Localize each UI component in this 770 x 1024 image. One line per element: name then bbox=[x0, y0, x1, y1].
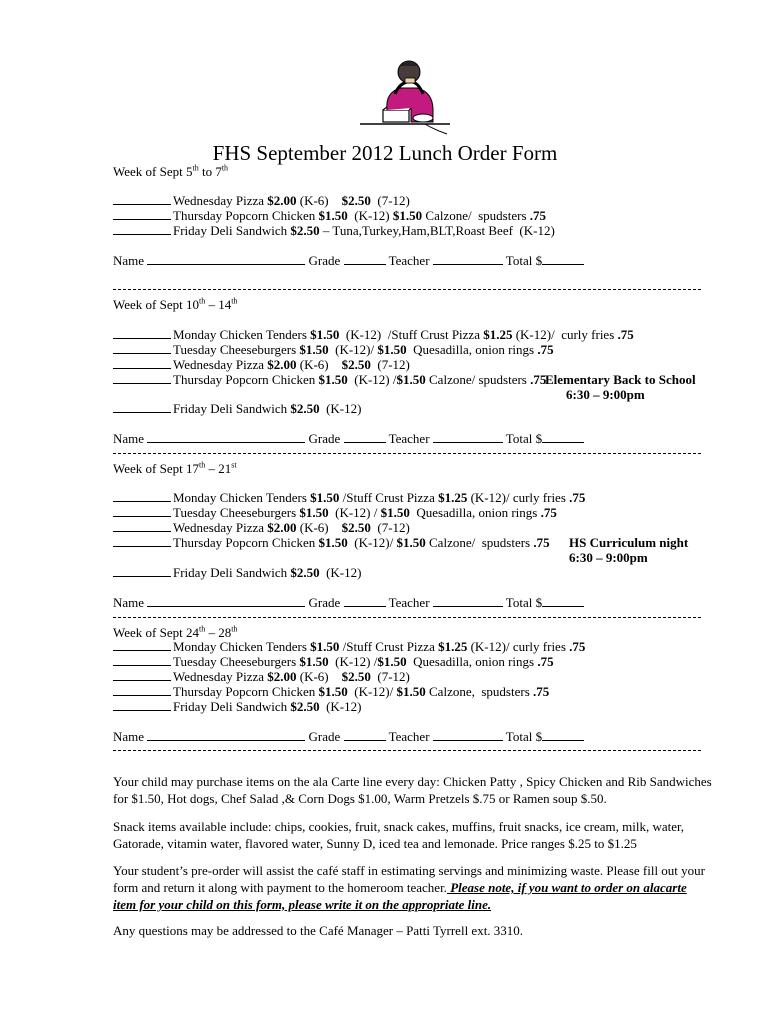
grade-label: Grade bbox=[305, 253, 344, 268]
menu-item-line[interactable]: Thursday Popcorn Chicken $1.50 (K-12) /$1.50 Calzone/ spudsters .75 bbox=[113, 372, 546, 387]
order-blank[interactable] bbox=[113, 654, 171, 666]
menu-item-line[interactable]: Friday Deli Sandwich $2.50 (K-12) bbox=[113, 401, 361, 416]
week-heading: Week of Sept 5th to 7th bbox=[113, 163, 229, 179]
grade-label: Grade bbox=[305, 431, 344, 446]
snacks-paragraph: Snack items available include: chips, cookies, fruit, snack cakes, muffins, fruit snacks, ice cream, milk, water, Gatorade, vitamin water, flavored water, Sunny D, iced tea and lemonade. Price ranges $.25 to $1.25 bbox=[113, 819, 685, 851]
page-title: FHS September 2012 Lunch Order Form bbox=[212, 141, 558, 165]
teacher-field[interactable] bbox=[433, 729, 503, 741]
order-blank[interactable] bbox=[113, 401, 171, 413]
ala-carte-paragraph: Your child may purchase items on the ala Carte line every day: Chicken Patty , Spicy Chicken and Rib Sandwiches for $1.50, Hot dogs, Chef Salad ,& Corn Dogs $1.00, Warm Pretzels $.75 or Ramen soup $.50. bbox=[113, 774, 712, 806]
order-blank[interactable] bbox=[113, 490, 171, 502]
name-label: Name bbox=[113, 729, 148, 744]
teacher-label: Teacher bbox=[385, 595, 433, 610]
order-blank[interactable] bbox=[113, 639, 171, 651]
total-field[interactable] bbox=[542, 431, 584, 443]
menu-item-line[interactable]: Thursday Popcorn Chicken $1.50 (K-12)/ $1.50 Calzone/ spudsters .75 bbox=[113, 535, 550, 550]
grade-label: Grade bbox=[305, 729, 344, 744]
alacarte-note: Please note, if you want to order on alacarte item for your child on this form, please write it on the appropriate line. bbox=[113, 880, 687, 912]
total-field[interactable] bbox=[542, 595, 584, 607]
teacher-field[interactable] bbox=[433, 595, 503, 607]
menu-item-line[interactable]: Wednesday Pizza $2.00 (K-6) $2.50 (7-12) bbox=[113, 520, 410, 535]
event-note-title: Elementary Back to School bbox=[545, 372, 696, 387]
order-blank[interactable] bbox=[113, 208, 171, 220]
menu-item-line[interactable]: Monday Chicken Tenders $1.50 (K-12) /Stuff Crust Pizza $1.25 (K-12)/ curly fries .75 bbox=[113, 327, 634, 342]
menu-item-line[interactable]: Thursday Popcorn Chicken $1.50 (K-12)/ $1.50 Calzone, spudsters .75 bbox=[113, 684, 549, 699]
menu-item-line[interactable]: Monday Chicken Tenders $1.50 /Stuff Crust Pizza $1.25 (K-12)/ curly fries .75 bbox=[113, 490, 585, 505]
name-field[interactable] bbox=[147, 431, 305, 443]
week-heading: Week of Sept 24th – 28th bbox=[113, 624, 238, 640]
student-info-line[interactable] bbox=[113, 253, 584, 269]
grade-label: Grade bbox=[305, 595, 344, 610]
order-blank[interactable] bbox=[113, 223, 171, 235]
teacher-label: Teacher bbox=[385, 431, 433, 446]
order-blank[interactable] bbox=[113, 669, 171, 681]
total-field[interactable] bbox=[542, 729, 584, 741]
divider bbox=[113, 617, 701, 618]
divider bbox=[113, 453, 701, 454]
name-field[interactable] bbox=[147, 729, 305, 741]
week-heading: Week of Sept 10th – 14th bbox=[113, 296, 238, 312]
order-blank[interactable] bbox=[113, 520, 171, 532]
menu-item-line[interactable]: Friday Deli Sandwich $2.50 (K-12) bbox=[113, 565, 361, 580]
student-info-line[interactable] bbox=[113, 729, 584, 745]
grade-field[interactable] bbox=[344, 431, 386, 443]
order-blank[interactable] bbox=[113, 565, 171, 577]
divider bbox=[113, 289, 701, 290]
divider bbox=[113, 750, 701, 751]
grade-field[interactable] bbox=[344, 595, 386, 607]
name-field[interactable] bbox=[147, 595, 305, 607]
order-blank[interactable] bbox=[113, 372, 171, 384]
menu-item-line[interactable]: Tuesday Cheeseburgers $1.50 (K-12) /$1.50 Quesadilla, onion rings .75 bbox=[113, 654, 554, 669]
order-blank[interactable] bbox=[113, 535, 171, 547]
menu-item-line[interactable]: Monday Chicken Tenders $1.50 /Stuff Crust Pizza $1.25 (K-12)/ curly fries .75 bbox=[113, 639, 585, 654]
teacher-field[interactable] bbox=[433, 431, 503, 443]
event-note-time: 6:30 – 9:00pm bbox=[569, 550, 648, 565]
teacher-field[interactable] bbox=[433, 253, 503, 265]
menu-item-line[interactable]: Wednesday Pizza $2.00 (K-6) $2.50 (7-12) bbox=[113, 669, 410, 684]
menu-item-line[interactable]: Thursday Popcorn Chicken $1.50 (K-12) $1.50 Calzone/ spudsters .75 bbox=[113, 208, 546, 223]
teacher-label: Teacher bbox=[385, 729, 433, 744]
student-info-line[interactable] bbox=[113, 431, 584, 447]
order-blank[interactable] bbox=[113, 684, 171, 696]
event-note-title: HS Curriculum night bbox=[569, 535, 689, 550]
menu-item-line[interactable]: Wednesday Pizza $2.00 (K-6) $2.50 (7-12) bbox=[113, 357, 410, 372]
total-label: Total $ bbox=[502, 253, 543, 268]
menu-item-line[interactable]: Friday Deli Sandwich $2.50 – Tuna,Turkey,Ham,BLT,Roast Beef (K-12) bbox=[113, 223, 555, 238]
event-note-time: 6:30 – 9:00pm bbox=[566, 387, 645, 402]
total-label: Total $ bbox=[502, 595, 543, 610]
preorder-paragraph: Your student’s pre-order will assist the café staff in estimating servings and minimizing waste. Please fill out your form and return it along with payment to the homeroom teacher. Please note, if you want to order on alacarte item for your child on this form, please write it on the appropriate line. bbox=[113, 863, 706, 912]
name-field[interactable] bbox=[147, 253, 305, 265]
order-blank[interactable] bbox=[113, 327, 171, 339]
total-field[interactable] bbox=[542, 253, 584, 265]
order-blank[interactable] bbox=[113, 342, 171, 354]
menu-item-line[interactable]: Tuesday Cheeseburgers $1.50 (K-12)/ $1.50 Quesadilla, onion rings .75 bbox=[113, 342, 554, 357]
menu-item-line[interactable]: Tuesday Cheeseburgers $1.50 (K-12) / $1.50 Quesadilla, onion rings .75 bbox=[113, 505, 557, 520]
teacher-label: Teacher bbox=[385, 253, 433, 268]
grade-field[interactable] bbox=[344, 729, 386, 741]
name-label: Name bbox=[113, 431, 148, 446]
student-info-line[interactable] bbox=[113, 595, 584, 611]
person-eating-lunch-icon bbox=[355, 58, 455, 138]
order-blank[interactable] bbox=[113, 193, 171, 205]
order-blank[interactable] bbox=[113, 699, 171, 711]
total-label: Total $ bbox=[502, 431, 543, 446]
name-label: Name bbox=[113, 253, 148, 268]
order-blank[interactable] bbox=[113, 505, 171, 517]
week-heading: Week of Sept 17th – 21st bbox=[113, 460, 237, 476]
menu-item-line[interactable]: Friday Deli Sandwich $2.50 (K-12) bbox=[113, 699, 361, 714]
name-label: Name bbox=[113, 595, 148, 610]
menu-item-line[interactable]: Wednesday Pizza $2.00 (K-6) $2.50 (7-12) bbox=[113, 193, 410, 208]
grade-field[interactable] bbox=[344, 253, 386, 265]
order-blank[interactable] bbox=[113, 357, 171, 369]
total-label: Total $ bbox=[502, 729, 543, 744]
questions-paragraph: Any questions may be addressed to the Café Manager – Patti Tyrrell ext. 3310. bbox=[113, 923, 524, 938]
